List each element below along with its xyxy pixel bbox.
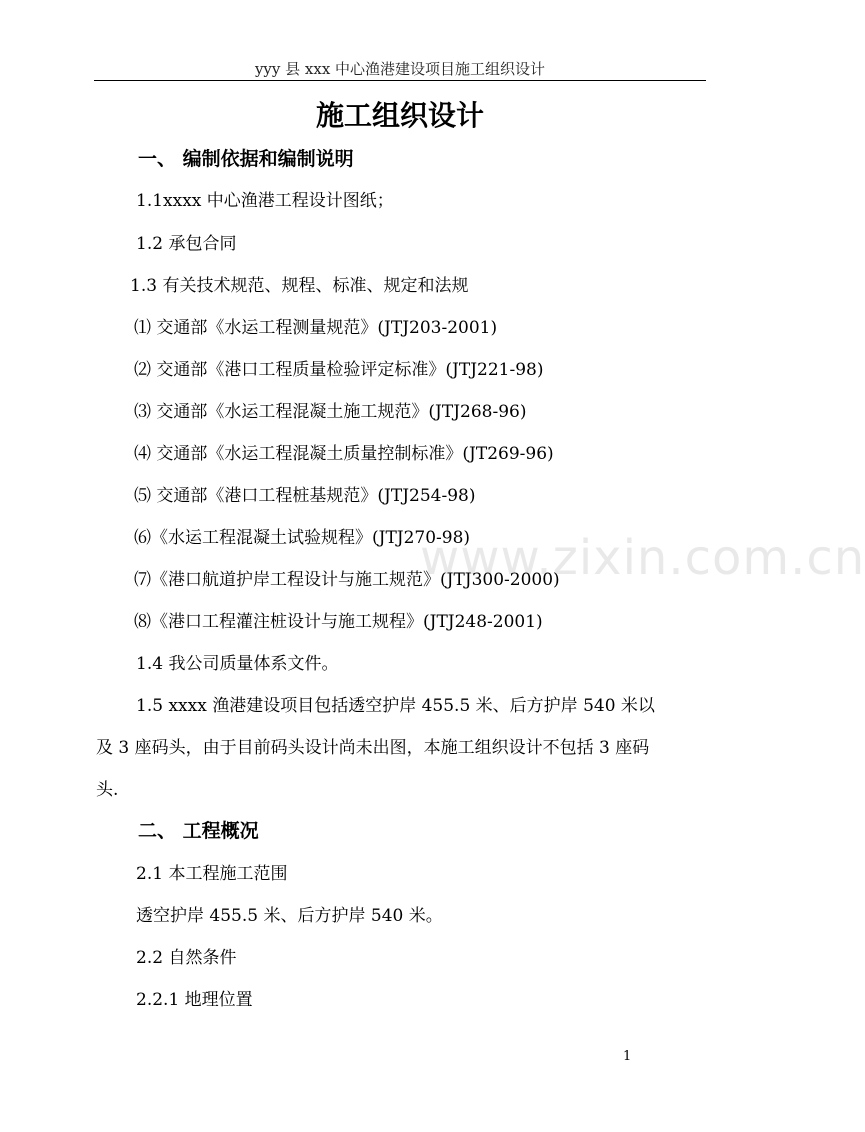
reference-item-8: ⑻《港口工程灌注桩设计与施工规程》(JTJ248-2001) bbox=[134, 612, 543, 632]
section-heading-2: 二、 工程概况 bbox=[138, 820, 259, 842]
watermark: www.zixin.com.cn bbox=[420, 530, 865, 586]
paragraph-2-1: 2.1 本工程施工范围 bbox=[136, 864, 288, 884]
reference-item-5: ⑸ 交通部《港口工程桩基规范》(JTJ254-98) bbox=[134, 486, 476, 506]
paragraph-2-2-1: 2.2.1 地理位置 bbox=[136, 990, 253, 1010]
reference-item-7: ⑺《港口航道护岸工程设计与施工规范》(JTJ300-2000) bbox=[134, 570, 560, 590]
paragraph-1-2: 1.2 承包合同 bbox=[136, 234, 237, 254]
paragraph-2-1-body: 透空护岸 455.5 米、后方护岸 540 米。 bbox=[136, 906, 443, 926]
paragraph-1-5-line-3: 头. bbox=[96, 780, 119, 800]
header-rule bbox=[94, 80, 706, 81]
section-heading-1: 一、 编制依据和编制说明 bbox=[138, 148, 354, 170]
paragraph-1-1: 1.1xxxx 中心渔港工程设计图纸； bbox=[136, 191, 394, 211]
paragraph-1-5-line-2: 及 3 座码头，由于目前码头设计尚未出图，本施工组织设计不包括 3 座码 bbox=[96, 738, 650, 758]
reference-item-3: ⑶ 交通部《水运工程混凝土施工规范》(JTJ268-96) bbox=[134, 402, 527, 422]
page-title: 施工组织设计 bbox=[315, 99, 484, 132]
page-number: 1 bbox=[623, 1049, 632, 1064]
running-header: yyy 县 xxx 中心渔港建设项目施工组织设计 bbox=[254, 60, 546, 78]
paragraph-1-3: 1.3 有关技术规范、规程、标准、规定和法规 bbox=[130, 276, 469, 296]
reference-item-1: ⑴ 交通部《水运工程测量规范》(JTJ203-2001) bbox=[134, 318, 498, 338]
reference-item-6: ⑹《水运工程混凝土试验规程》(JTJ270-98) bbox=[134, 528, 471, 548]
paragraph-1-5-line-1: 1.5 xxxx 渔港建设项目包括透空护岸 455.5 米、后方护岸 540 米以 bbox=[136, 696, 655, 716]
paragraph-1-4: 1.4 我公司质量体系文件。 bbox=[136, 654, 339, 674]
reference-item-4: ⑷ 交通部《水运工程混凝土质量控制标准》(JT269-96) bbox=[134, 444, 554, 464]
reference-item-2: ⑵ 交通部《港口工程质量检验评定标准》(JTJ221-98) bbox=[134, 360, 544, 380]
paragraph-2-2: 2.2 自然条件 bbox=[136, 948, 237, 968]
